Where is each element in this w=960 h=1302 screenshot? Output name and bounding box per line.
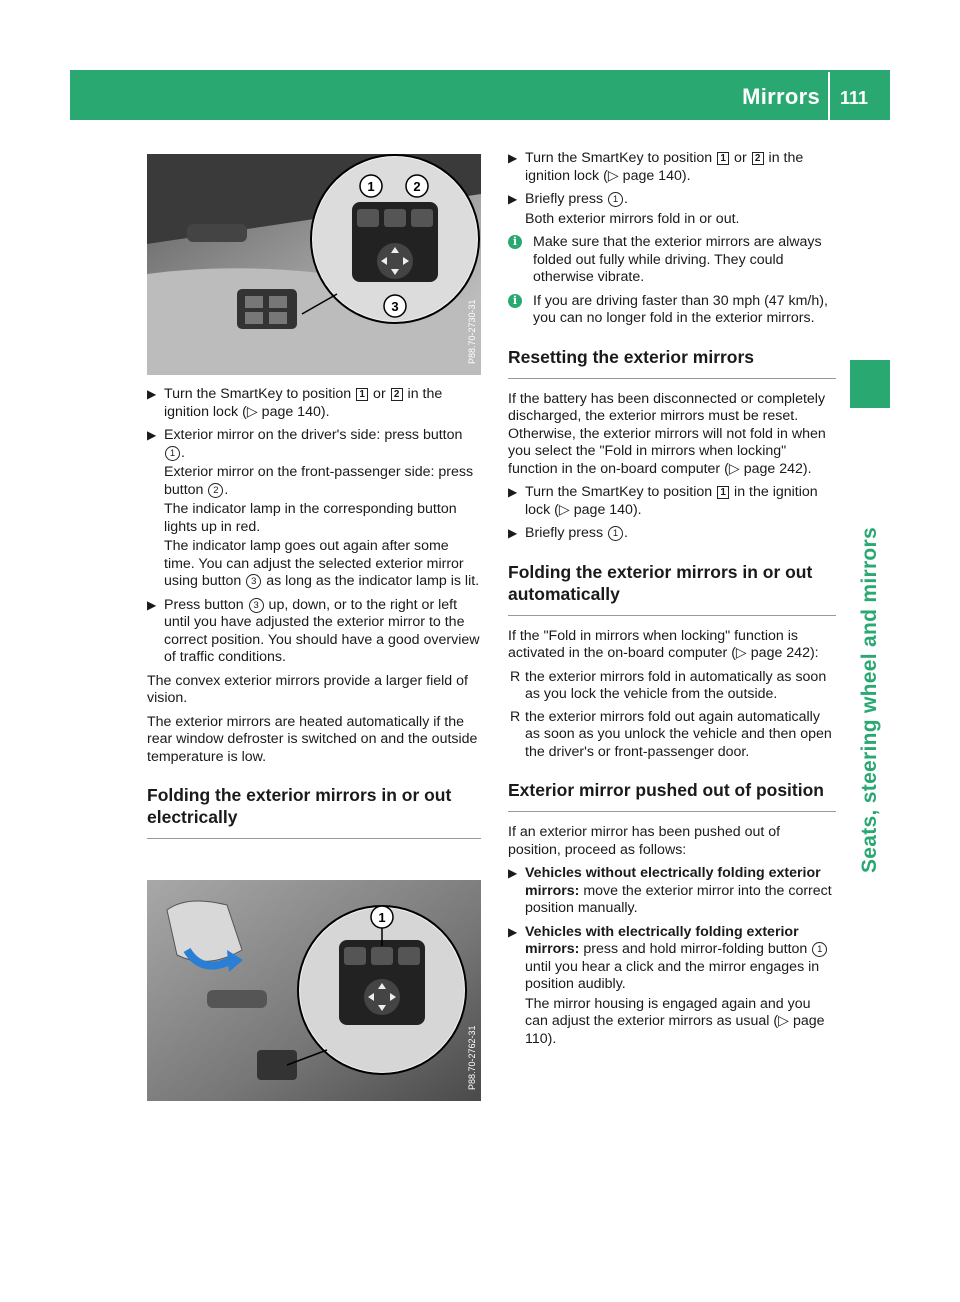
step-arrow-icon: ▶ <box>147 597 157 612</box>
instruction-step: ▶ Turn the SmartKey to position 1 or 2 in the ignition lock (▷ page 140). <box>508 150 804 184</box>
info-icon: i <box>508 235 522 249</box>
step-arrow-icon: ▶ <box>508 485 518 499</box>
step-arrow-icon: ▶ <box>508 151 518 165</box>
info-icon: i <box>508 294 522 308</box>
header-divider <box>828 72 830 120</box>
figure-mirror-fold <box>147 880 481 1101</box>
instruction-step: ▶ Vehicles with electrically folding exterior mirrors: press and hold mirror-folding button 1 until you hear a click and the mirror engages in position audibly. The mirror housing is engaged again and you can adjust the exterior mirrors as usual (▷ page 110). <box>508 924 836 1049</box>
right-column <box>508 150 836 1054</box>
body-paragraph: If an exterior mirror has been pushed out of position, proceed as follows: <box>508 824 781 858</box>
instruction-step: ▶ Press button 3 up, down, or to the right or left until you have adjusted the exterior mirror to the correct position. You should have a good overview of traffic conditions. <box>147 596 480 665</box>
callout-2: 2 <box>413 179 421 194</box>
callout-3: 3 <box>391 299 399 314</box>
figure-code: P88.70-2762-31 <box>467 1025 477 1090</box>
info-note: i If you are driving faster than 30 mph (47 km/h), you can no longer fold in the exterior mirrors. <box>508 293 836 328</box>
instruction-step: ▶ Exterior mirror on the driver's side: press button 1 . Exterior mirror on the front-passenger side: press button 2 . The indicator lamp in the corresponding button lights up in red. The indicator lamp goes out again after some time. You can adjust the selected exterior mirror using button 3 as long as the indicator lamp is lit. <box>147 427 480 589</box>
body-paragraph: The exterior mirrors are heated automatically if the rear window defroster is switched on and the outside temperature is low. <box>147 713 478 765</box>
instruction-step: ▶ Turn the SmartKey to position 1 or 2 in the ignition lock (▷ page 140). <box>147 386 443 420</box>
step-arrow-icon: ▶ <box>508 924 518 939</box>
instruction-step: ▶ Briefly press 1 . <box>508 525 628 541</box>
page-number: 111 <box>840 88 869 108</box>
list-item: R the exterior mirrors fold in automatically as soon as you lock the vehicle from the outside. <box>510 668 827 702</box>
body-paragraph: The convex exterior mirrors provide a larger field of vision. <box>147 672 468 706</box>
section-heading: Resetting the exterior mirrors <box>508 346 836 379</box>
list-item: R the exterior mirrors fold out again automatically as soon as you unlock the vehicle and then open the driver's or front-passenger door. <box>510 708 832 760</box>
figure-mirror-fold-image <box>147 880 481 1101</box>
section-tab <box>850 360 890 408</box>
callout-1: 1 <box>367 179 375 194</box>
step-arrow-icon: ▶ <box>508 866 518 880</box>
left-column <box>147 386 481 851</box>
step-arrow-icon: ▶ <box>147 387 157 401</box>
instruction-step: ▶ Briefly press 1 . Both exterior mirrors fold in or out. <box>508 191 740 227</box>
instruction-step: ▶ Turn the SmartKey to position 1 in the ignition lock (▷ page 140). <box>508 484 818 518</box>
section-heading: Exterior mirror pushed out of position <box>508 779 836 812</box>
instruction-step: ▶ Vehicles without electrically folding exterior mirrors: move the exterior mirror into the correct position manually. <box>508 865 832 916</box>
body-paragraph: If the battery has been disconnected or completely discharged, the exterior mirrors must be reset. Otherwise, the exterior mirrors will not fold in when you select the "Fold in mirrors when locking" function in the on-board computer (▷ page 242). <box>508 390 826 477</box>
page-title: Mirrors <box>742 84 820 109</box>
figure-mirror-switch <box>147 154 481 375</box>
callout-1: 1 <box>378 910 386 925</box>
figure-mirror-switch-image <box>147 154 481 375</box>
info-note: i Make sure that the exterior mirrors are always folded out fully while driving. They could otherwise vibrate. <box>508 234 836 287</box>
step-arrow-icon: ▶ <box>147 428 157 442</box>
figure-code: P88.70-2730-31 <box>467 299 477 364</box>
step-arrow-icon: ▶ <box>508 192 518 206</box>
body-paragraph: If the "Fold in mirrors when locking" function is activated in the on-board computer (▷ page 242): <box>508 627 819 661</box>
step-arrow-icon: ▶ <box>508 526 518 540</box>
section-heading: Folding the exterior mirrors in or out automatically <box>508 561 836 616</box>
section-heading: Folding the exterior mirrors in or out electrically <box>147 784 481 839</box>
section-label: Seats, steering wheel and mirrors <box>858 526 881 874</box>
